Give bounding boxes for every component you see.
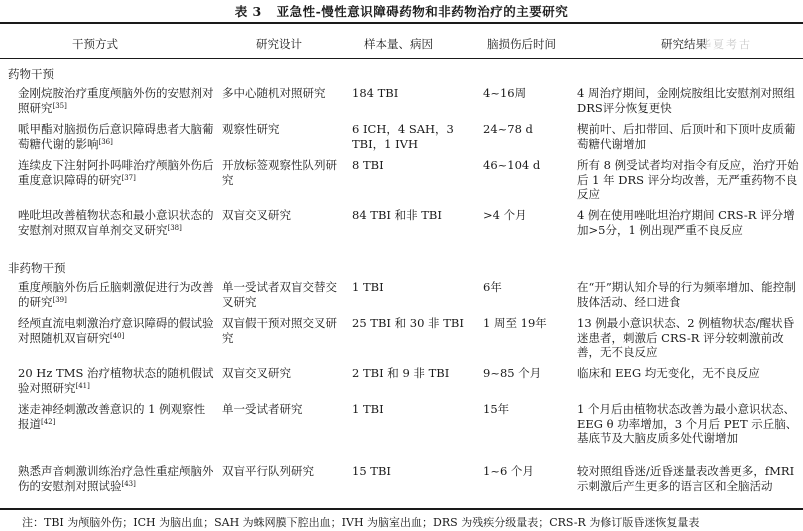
table-row-design: 双盲交叉研究 (222, 208, 291, 222)
table-row-design: 双盲交叉研究 (222, 366, 291, 380)
table-row-design: 单一受试者研究 (222, 402, 303, 416)
table-row-result: 1 个月后由植物状态改善为最小意识状态、EEG θ 功率增加，3 个月后 PET 示丘脑、基底节及大脑皮质多处代谢增加 (577, 402, 798, 445)
table-row-sample: 8 TBI (352, 158, 384, 172)
watermark-logo: 华夏考古 (700, 38, 752, 51)
table-row-result: 临床和 EEG 均无变化，无不良反应 (577, 366, 760, 380)
table-row-time: 24~78 d (483, 122, 533, 136)
table-row-result: 4 周治疗期间，金刚烷胺组比安慰剂对照组DRS评分恢复更快 (577, 86, 795, 115)
table-row-intervention: 熟悉声音刺激训练治疗急性重症颅脑外伤的安慰剂对照试验[43] (18, 464, 214, 493)
table-number: 表 3 (234, 4, 262, 19)
top-rule (0, 22, 803, 24)
table-row-time: 1 周至 19年 (483, 316, 547, 330)
table-row-design: 双盲假干预对照交叉研究 (222, 316, 337, 345)
section-title-nondrug: 非药物干预 (8, 261, 66, 275)
table-row-sample: 1 TBI (352, 280, 384, 294)
table-row-time: 9~85 个月 (483, 366, 542, 380)
table-row-result: 在“开”期认知介导的行为频率增加、能控制肢体活动、经口进食 (577, 280, 796, 309)
table-row-time: 6年 (483, 280, 502, 294)
header-sample: 样本量、病因 (364, 37, 433, 51)
table-row-result: 13 例最小意识状态、2 例植物状态/醒状昏迷患者，刺激后 CRS-R 评分较刺激前改善，无不良反应 (577, 316, 795, 359)
table-row-sample: 6 ICH，4 SAH，3 TBI，1 IVH (352, 122, 454, 151)
table-row-result: 所有 8 例受试者均对指令有反应，治疗开始后 1 年 DRS 评分均改善，无严重药物不良反应 (577, 158, 799, 201)
header-intervention: 干预方式 (72, 37, 118, 51)
table-row-intervention: 经颅直流电刺激治疗意识障碍的假试验对照随机双盲研究[40] (18, 316, 214, 345)
table-row-intervention: 20 Hz TMS 治疗植物状态的随机假试验对照研究[41] (18, 366, 214, 395)
table-row-time: >4 个月 (483, 208, 527, 222)
table-row-result: 较对照组昏迷/近昏迷量表改善更多，fMRI 示刺激后产生更多的语言区和全脑活动 (577, 464, 795, 493)
table-row-intervention: 金刚烷胺治疗重度颅脑外伤的安慰剂对照研究[35] (18, 86, 214, 115)
table-row-intervention: 哌甲酯对脑损伤后意识障碍患者大脑葡萄糖代谢的影响[36] (18, 122, 214, 151)
table-row-sample: 184 TBI (352, 86, 399, 100)
table-caption: 亚急性-慢性意识障碍药物和非药物治疗的主要研究 (276, 4, 569, 19)
table-row-sample: 84 TBI 和非 TBI (352, 208, 442, 222)
table-row-result: 楔前叶、后扣带回、后顶叶和下顶叶皮质葡萄糖代谢增加 (577, 122, 796, 151)
table-row-time: 46~104 d (483, 158, 541, 172)
table-row-time: 15年 (483, 402, 510, 416)
header-design: 研究设计 (256, 37, 302, 51)
bottom-rule (0, 508, 803, 510)
table-row-intervention: 迷走神经刺激改善意识的 1 例观察性报道[42] (18, 402, 206, 431)
table-title (0, 2, 803, 20)
header-time: 脑损伤后时间 (487, 37, 556, 51)
table-row-time: 4~16周 (483, 86, 527, 100)
table-row-design: 观察性研究 (222, 122, 280, 136)
table-row-result: 4 例在使用唑吡坦治疗期间 CRS-R 评分增加>5分，1 例出现严重不良反应 (577, 208, 795, 237)
table-row-sample: 25 TBI 和 30 非 TBI (352, 316, 464, 330)
table-row-design: 单一受试者双盲交替交叉研究 (222, 280, 337, 309)
table-row-design: 多中心随机对照研究 (222, 86, 326, 100)
section-title-drug: 药物干预 (8, 67, 54, 81)
table-row-time: 1~6 个月 (483, 464, 534, 478)
header-rule (0, 58, 803, 59)
table-row-sample: 15 TBI (352, 464, 391, 478)
table-row-intervention: 重度颅脑外伤后丘脑刺激促进行为改善的研究[39] (18, 280, 214, 309)
table-row-sample: 2 TBI 和 9 非 TBI (352, 366, 450, 380)
table-row-intervention: 唑吡坦改善植物状态和最小意识状态的安慰剂对照双盲单剂交叉研究[38] (18, 208, 214, 237)
table-footnote: 注：TBI 为颅脑外伤；ICH 为脑出血；SAH 为蛛网膜下腔出血；IVH 为脑室出血；DRS 为残疾分级量表；CRS-R 为修订版昏迷恢复量表 (22, 516, 700, 529)
table-row-design: 双盲平行队列研究 (222, 464, 314, 478)
table-row-intervention: 连续皮下注射阿扑吗啡治疗颅脑外伤后重度意识障碍的研究[37] (18, 158, 214, 187)
table-row-design: 开放标签观察性队列研究 (222, 158, 337, 187)
table-row-sample: 1 TBI (352, 402, 384, 416)
header-result: 研究结果 (661, 37, 707, 51)
